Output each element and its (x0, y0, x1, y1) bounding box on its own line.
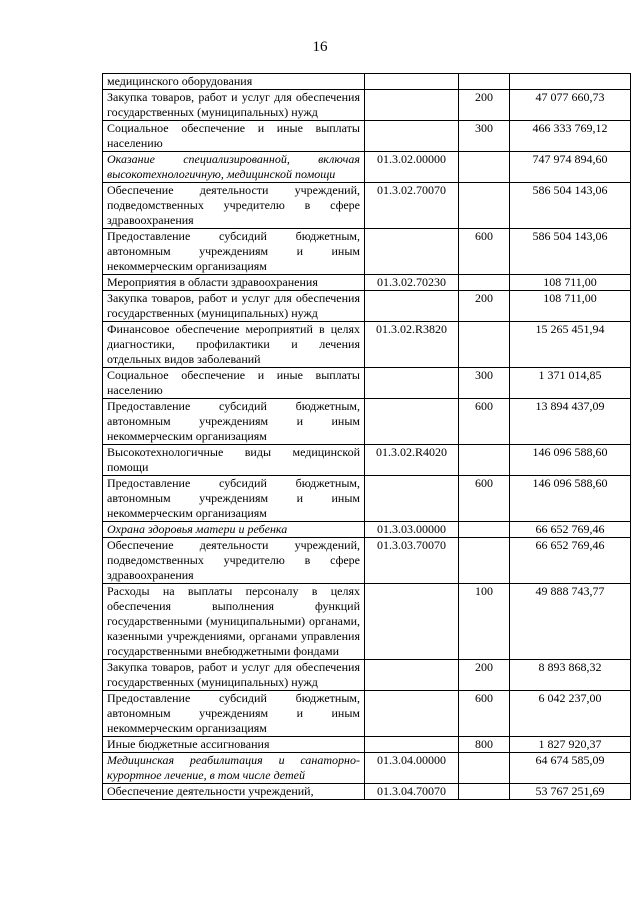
expense-name-cell: Предоставление субсидий бюджетным, автономным учреждениям и иным некоммерческим организациям (103, 476, 365, 522)
amount-cell: 747 974 894,60 (510, 152, 631, 183)
expense-name-cell: Социальное обеспечение и иные выплаты населению (103, 121, 365, 152)
expense-name-cell: Обеспечение деятельности учреждений, подведомственных учредителю в сфере здравоохранения (103, 183, 365, 229)
target-article-code-cell (365, 691, 459, 737)
expense-name-cell: Мероприятия в области здравоохранения (103, 275, 365, 291)
expense-type-cell (459, 538, 510, 584)
target-article-code-cell: 01.3.04.70070 (365, 784, 459, 800)
expense-name-cell: Закупка товаров, работ и услуг для обеспечения государственных (муниципальных) нужд (103, 660, 365, 691)
expense-name-cell: Предоставление субсидий бюджетным, автономным учреждениям и иным некоммерческим организациям (103, 399, 365, 445)
expense-type-cell: 100 (459, 584, 510, 660)
target-article-code-cell: 01.3.02.R3820 (365, 322, 459, 368)
amount-cell: 66 652 769,46 (510, 522, 631, 538)
table-row (103, 152, 631, 183)
amount-cell: 47 077 660,73 (510, 90, 631, 121)
expense-type-cell (459, 322, 510, 368)
target-article-code-cell (365, 399, 459, 445)
budget-table-body (103, 74, 631, 800)
expense-type-cell (459, 152, 510, 183)
table-row (103, 121, 631, 152)
target-article-code-cell (365, 584, 459, 660)
target-article-code-cell (365, 737, 459, 753)
target-article-code-cell (365, 121, 459, 152)
expense-name-cell: Медицинская реабилитация и санаторно-курортное лечение, в том числе детей (103, 753, 365, 784)
expense-type-cell (459, 275, 510, 291)
expense-type-cell (459, 784, 510, 800)
amount-cell: 1 371 014,85 (510, 368, 631, 399)
target-article-code-cell (365, 90, 459, 121)
amount-cell: 6 042 237,00 (510, 691, 631, 737)
expense-type-cell: 300 (459, 121, 510, 152)
table-row (103, 368, 631, 399)
expense-type-cell (459, 445, 510, 476)
expense-type-cell: 200 (459, 660, 510, 691)
amount-cell: 66 652 769,46 (510, 538, 631, 584)
expense-type-cell: 200 (459, 90, 510, 121)
amount-cell (510, 74, 631, 90)
amount-cell: 13 894 437,09 (510, 399, 631, 445)
expense-name-cell: Социальное обеспечение и иные выплаты населению (103, 368, 365, 399)
expense-name-cell: Обеспечение деятельности учреждений, (103, 784, 365, 800)
table-row (103, 522, 631, 538)
amount-cell: 15 265 451,94 (510, 322, 631, 368)
table-row (103, 90, 631, 121)
target-article-code-cell: 01.3.02.70230 (365, 275, 459, 291)
target-article-code-cell (365, 368, 459, 399)
table-row (103, 584, 631, 660)
expense-name-cell: Высокотехнологичные виды медицинской помощи (103, 445, 365, 476)
expense-name-cell: Финансовое обеспечение мероприятий в целях диагностики, профилактики и лечения отдельных видов заболеваний (103, 322, 365, 368)
target-article-code-cell: 01.3.02.70070 (365, 183, 459, 229)
expense-type-cell: 600 (459, 476, 510, 522)
expense-type-cell: 800 (459, 737, 510, 753)
amount-cell: 466 333 769,12 (510, 121, 631, 152)
table-row (103, 737, 631, 753)
expense-type-cell: 200 (459, 291, 510, 322)
table-row (103, 445, 631, 476)
expense-type-cell (459, 753, 510, 784)
amount-cell: 49 888 743,77 (510, 584, 631, 660)
expense-name-cell: Охрана здоровья матери и ребенка (103, 522, 365, 538)
table-row (103, 291, 631, 322)
expense-name-cell: Расходы на выплаты персоналу в целях обеспечения выполнения функций государственными (муниципальными) органами, казенными учреждениями, органами управления государственными внебюджетными фондами (103, 584, 365, 660)
target-article-code-cell (365, 660, 459, 691)
amount-cell: 64 674 585,09 (510, 753, 631, 784)
table-row (103, 753, 631, 784)
expense-name-cell: Оказание специализированной, включая высокотехнологичную, медицинской помощи (103, 152, 365, 183)
budget-table (102, 73, 631, 800)
expense-type-cell (459, 183, 510, 229)
expense-name-cell: Предоставление субсидий бюджетным, автономным учреждениям и иным некоммерческим организациям (103, 229, 365, 275)
target-article-code-cell (365, 476, 459, 522)
expense-type-cell: 600 (459, 691, 510, 737)
target-article-code-cell (365, 74, 459, 90)
table-row (103, 691, 631, 737)
target-article-code-cell: 01.3.03.70070 (365, 538, 459, 584)
table-row (103, 476, 631, 522)
table-row (103, 183, 631, 229)
expense-type-cell (459, 74, 510, 90)
amount-cell: 586 504 143,06 (510, 229, 631, 275)
amount-cell: 146 096 588,60 (510, 445, 631, 476)
target-article-code-cell: 01.3.02.R4020 (365, 445, 459, 476)
table-row (103, 322, 631, 368)
table-row (103, 229, 631, 275)
expense-type-cell: 600 (459, 399, 510, 445)
expense-name-cell: медицинского оборудования (103, 74, 365, 90)
expense-name-cell: Иные бюджетные ассигнования (103, 737, 365, 753)
expense-type-cell: 600 (459, 229, 510, 275)
table-row (103, 784, 631, 800)
amount-cell: 108 711,00 (510, 291, 631, 322)
amount-cell: 8 893 868,32 (510, 660, 631, 691)
target-article-code-cell: 01.3.03.00000 (365, 522, 459, 538)
table-row (103, 399, 631, 445)
table-row (103, 538, 631, 584)
amount-cell: 146 096 588,60 (510, 476, 631, 522)
page-number: 16 (312, 39, 328, 55)
expense-type-cell (459, 522, 510, 538)
amount-cell: 586 504 143,06 (510, 183, 631, 229)
table-row (103, 275, 631, 291)
table-row (103, 660, 631, 691)
expense-name-cell: Закупка товаров, работ и услуг для обеспечения государственных (муниципальных) нужд (103, 291, 365, 322)
amount-cell: 53 767 251,69 (510, 784, 631, 800)
amount-cell: 108 711,00 (510, 275, 631, 291)
amount-cell: 1 827 920,37 (510, 737, 631, 753)
target-article-code-cell: 01.3.04.00000 (365, 753, 459, 784)
table-row (103, 74, 631, 90)
expense-name-cell: Обеспечение деятельности учреждений, подведомственных учредителю в сфере здравоохранения (103, 538, 365, 584)
target-article-code-cell: 01.3.02.00000 (365, 152, 459, 183)
target-article-code-cell (365, 291, 459, 322)
expense-name-cell: Закупка товаров, работ и услуг для обеспечения государственных (муниципальных) нужд (103, 90, 365, 121)
target-article-code-cell (365, 229, 459, 275)
expense-type-cell: 300 (459, 368, 510, 399)
expense-name-cell: Предоставление субсидий бюджетным, автономным учреждениям и иным некоммерческим организациям (103, 691, 365, 737)
